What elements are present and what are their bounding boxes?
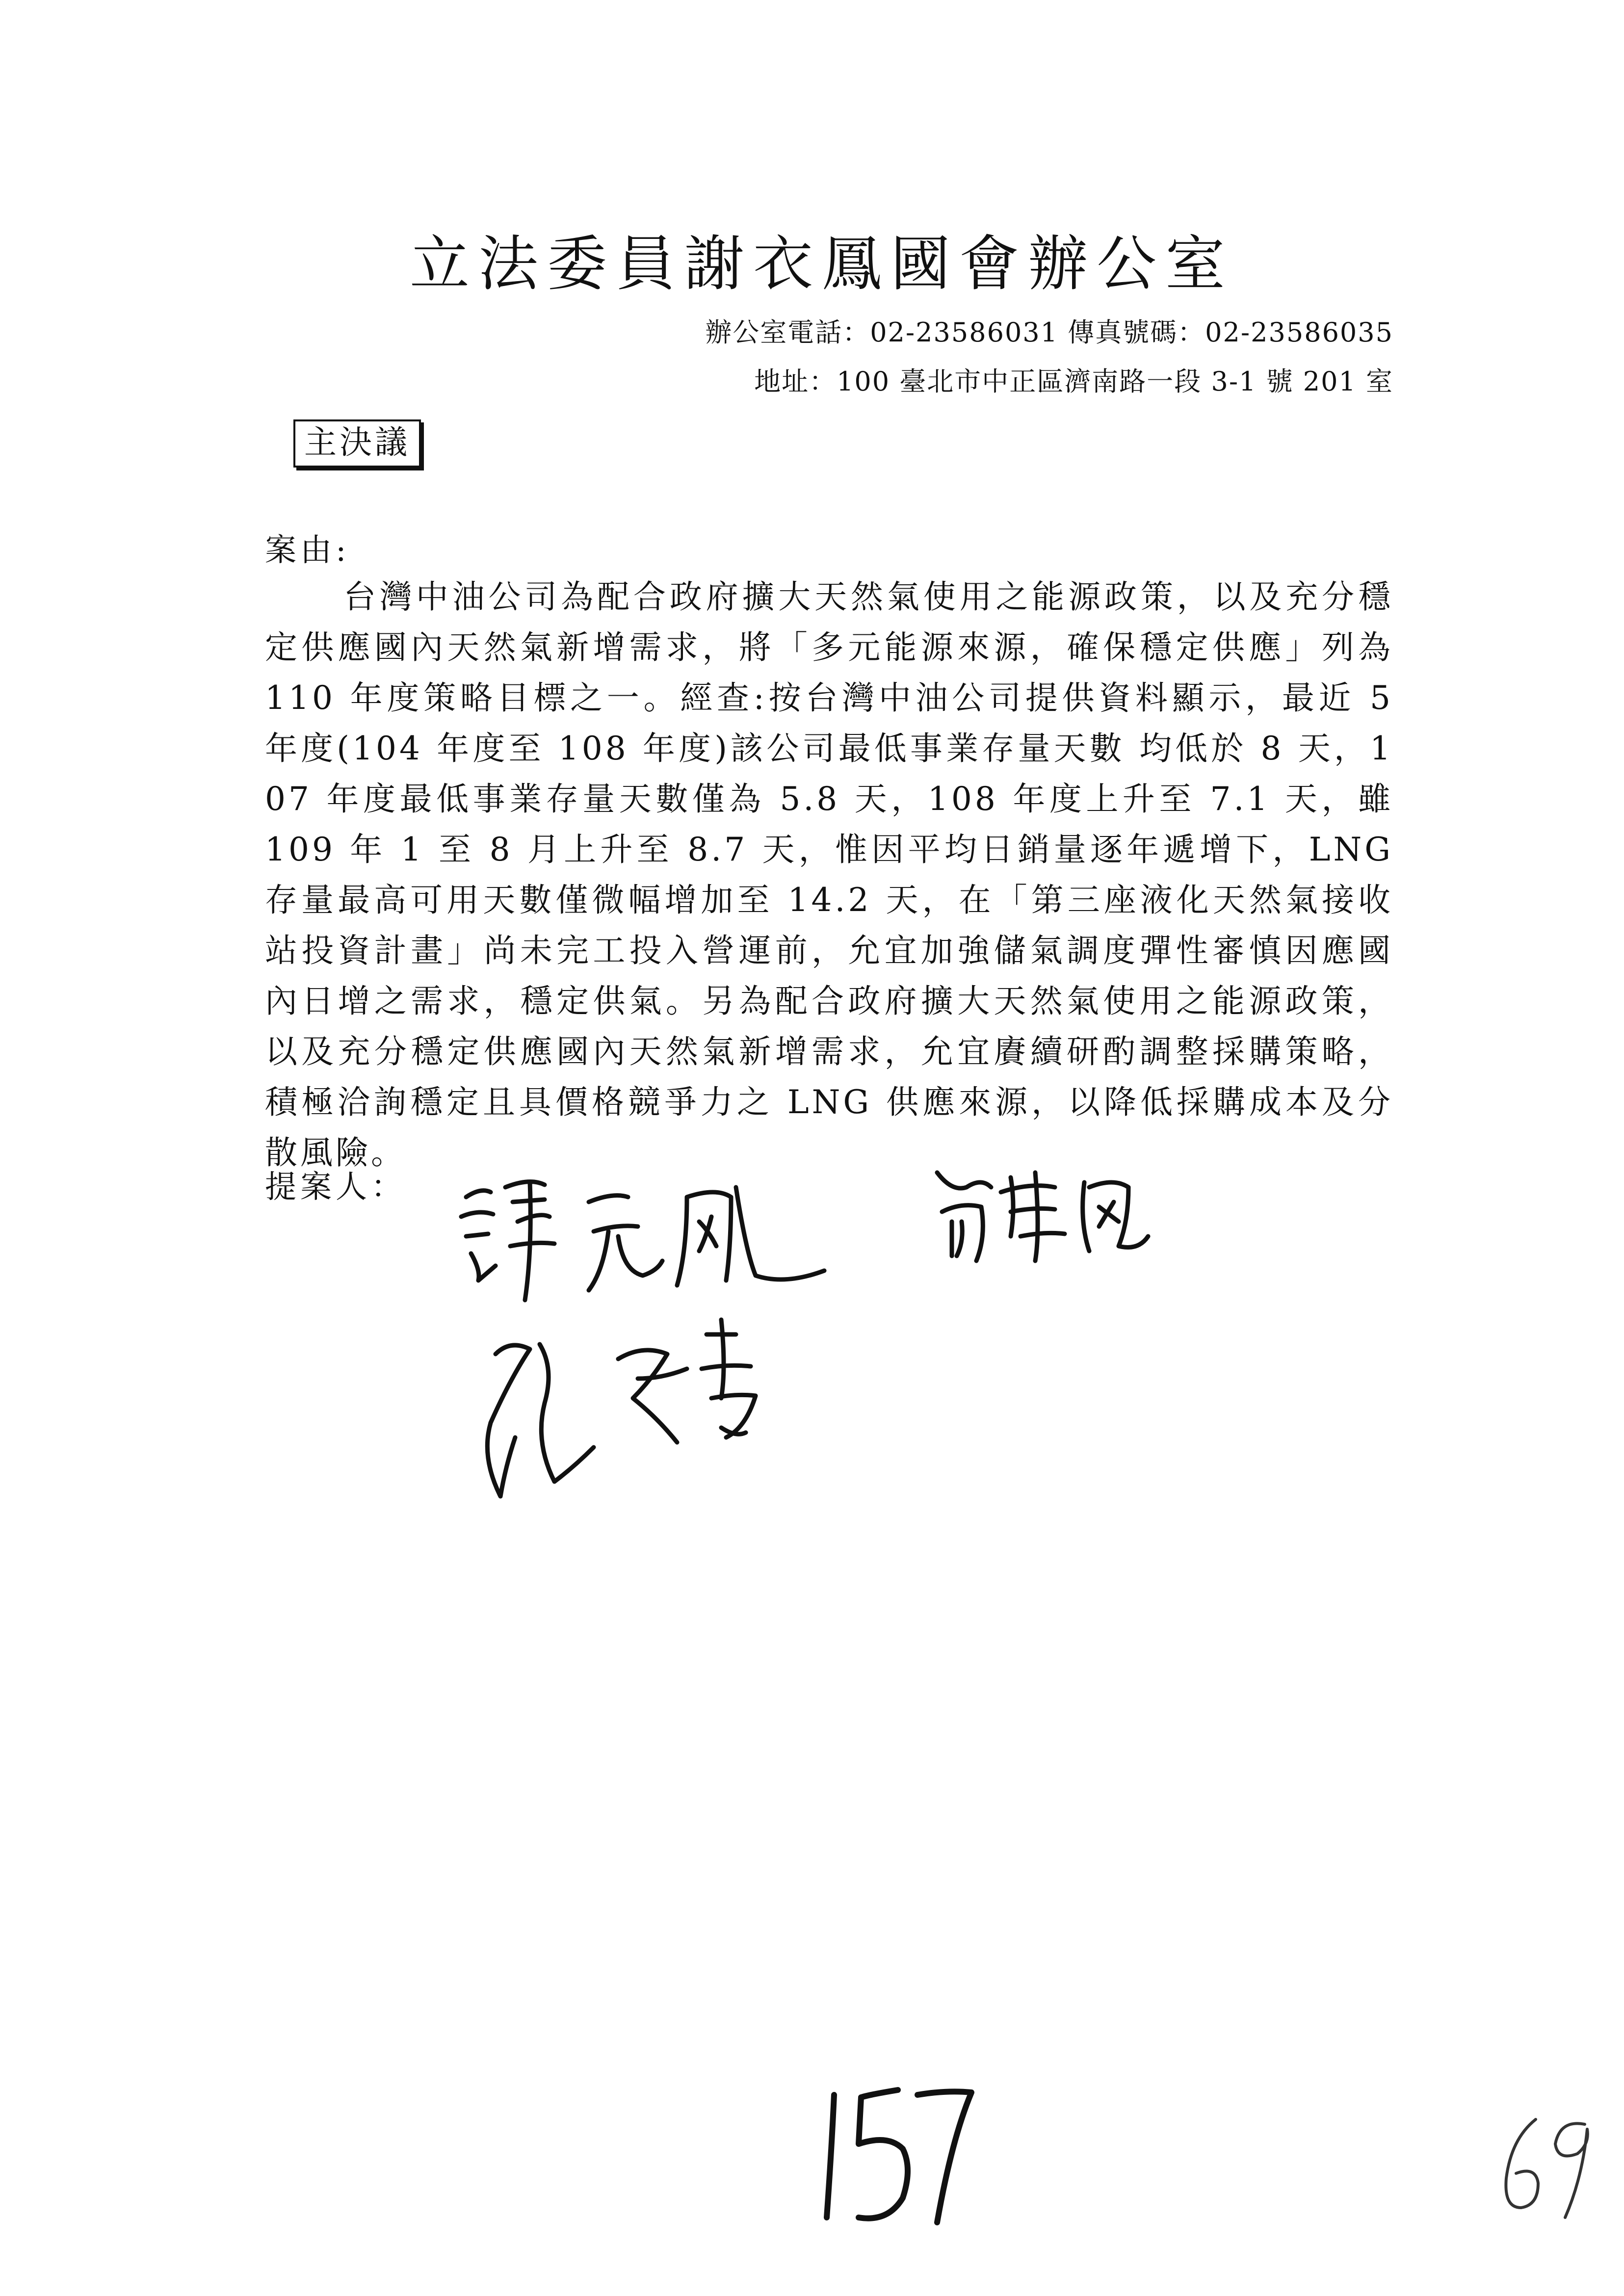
handwritten-signatures: [432, 1123, 1217, 1516]
resolution-type-tag: 主決議: [293, 419, 421, 468]
office-phone-fax: 辦公室電話：02-23586031 傳真號碼：02-23586035: [705, 317, 1393, 348]
office-address: 地址：100 臺北市中正區濟南路一段 3-1 號 201 室: [754, 366, 1393, 397]
handwritten-page-number: [805, 2075, 981, 2237]
reason-label: 案由:: [265, 532, 350, 569]
proposer-label: 提案人：: [265, 1169, 406, 1205]
resolution-body: 台灣中油公司為配合政府擴大天然氣使用之能源政策，以及充分穩定供應國內天然氣新增需求，將「多元能源來源，確保穩定供應」列為 110 年度策略目標之一。經查:按台灣中油公司提供資料顯示，最近 5 年度(104 年度至 108 年度)該公司最低事業存量天數 均低於 8 天，107 年度最低事業存量天數僅為 5.8 天，108 年度上升至 7.1 天，雖 109 年 1 至 8 月上升至 8.7 天，惟因平均日銷量逐年遞增下，LNG 存量最高可用天數僅微幅增加至 14.2 天，在「第三座液化天然氣接收站投資計畫」尚未完工投入營運前，允宜加強儲氣調度彈性審慎因應國內日增之需求，穩定供氣。另為配合政府擴大天然氣使用之能源政策，以及充分穩定供應國內天然氣新增需求，允宜賡續研酌調整採購策略，積極洽詢穩定且具價格競爭力之 LNG 供應來源，以降低採購成本及分散風險。: [265, 578, 1393, 1172]
office-title: 立法委員謝衣鳳國會辦公室: [410, 229, 1234, 299]
handwritten-side-number: [1492, 2110, 1599, 2222]
